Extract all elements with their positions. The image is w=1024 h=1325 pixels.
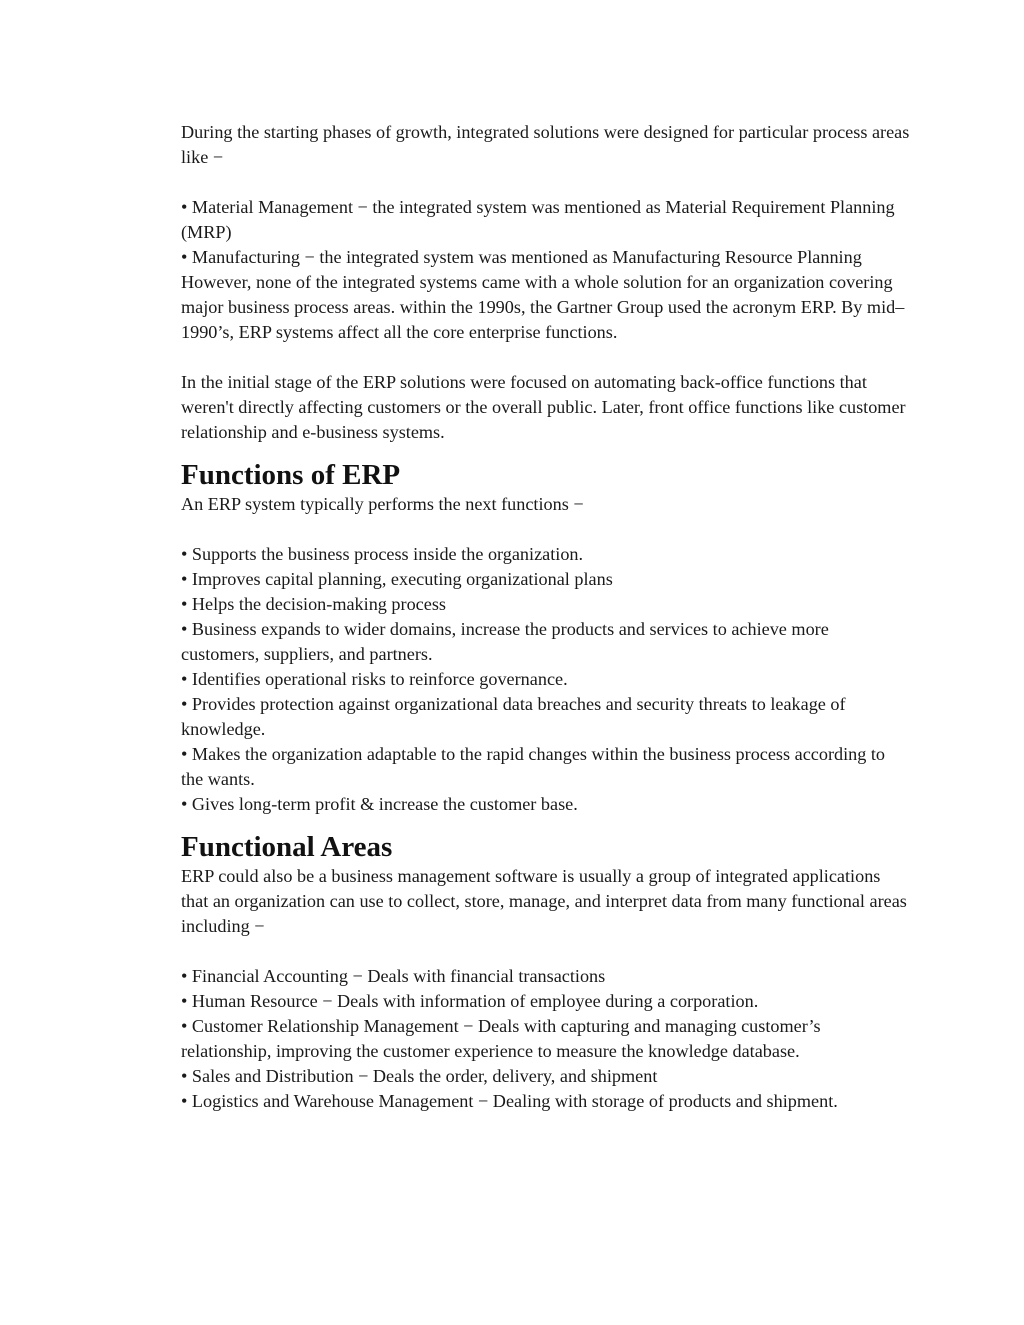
areas-lead: ERP could also be a business management software is usually a group of integrated applications that an organization can use to collect, store, manage, and interpret data from many functional areas including −: [181, 866, 907, 936]
areas-heading: Functional Areas: [181, 831, 393, 863]
intro-bullet-manufacturing: • Manufacturing − the integrated system was mentioned as Manufacturing Resource Planning: [181, 247, 862, 267]
functions-item: • Helps the decision-making process: [181, 594, 446, 614]
functions-item: • Provides protection against organizational data breaches and security threats to leakage of knowledge.: [181, 694, 846, 739]
areas-item: • Financial Accounting − Deals with financial transactions: [181, 966, 606, 986]
intro-paragraph: During the starting phases of growth, integrated solutions were designed for particular process areas like −: [181, 122, 910, 167]
functions-heading: Functions of ERP: [181, 459, 401, 491]
functions-item: • Business expands to wider domains, increase the products and services to achieve more customers, suppliers, and partners.: [181, 619, 829, 664]
spacer: [181, 170, 911, 195]
functions-item: • Gives long-term profit & increase the customer base.: [181, 794, 578, 814]
areas-item: • Logistics and Warehouse Management − Dealing with storage of products and shipment.: [181, 1091, 838, 1111]
areas-item: • Human Resource − Deals with information of employee during a corporation.: [181, 991, 759, 1011]
initial-stage-paragraph: In the initial stage of the ERP solutions were focused on automating back-office functions that weren't directly affecting customers or the overall public. Later, front office functions like customer relationship and e-business systems.: [181, 372, 906, 442]
functions-item: • Supports the business process inside the organization.: [181, 544, 584, 564]
functions-item: • Identifies operational risks to reinforce governance.: [181, 669, 568, 689]
functions-item: • Improves capital planning, executing organizational plans: [181, 569, 613, 589]
spacer: [181, 345, 911, 370]
areas-item: • Sales and Distribution − Deals the order, delivery, and shipment: [181, 1066, 658, 1086]
areas-item: • Customer Relationship Management − Deals with capturing and managing customer’s relationship, improving the customer experience to measure the knowledge database.: [181, 1016, 821, 1061]
intro-bullet-mrp: • Material Management − the integrated system was mentioned as Material Requirement Planning (MRP): [181, 197, 895, 242]
functions-item: • Makes the organization adaptable to the rapid changes within the business process according to the wants.: [181, 744, 886, 789]
spacer: [181, 939, 911, 964]
document-body: [181, 120, 911, 1114]
functions-lead: An ERP system typically performs the next functions −: [181, 494, 584, 514]
history-paragraph: However, none of the integrated systems came with a whole solution for an organization covering major business process areas. within the 1990s, the Gartner Group used the acronym ERP. By mid–1990’s, ERP systems affect all the core enterprise functions.: [181, 272, 905, 342]
spacer: [181, 517, 911, 542]
